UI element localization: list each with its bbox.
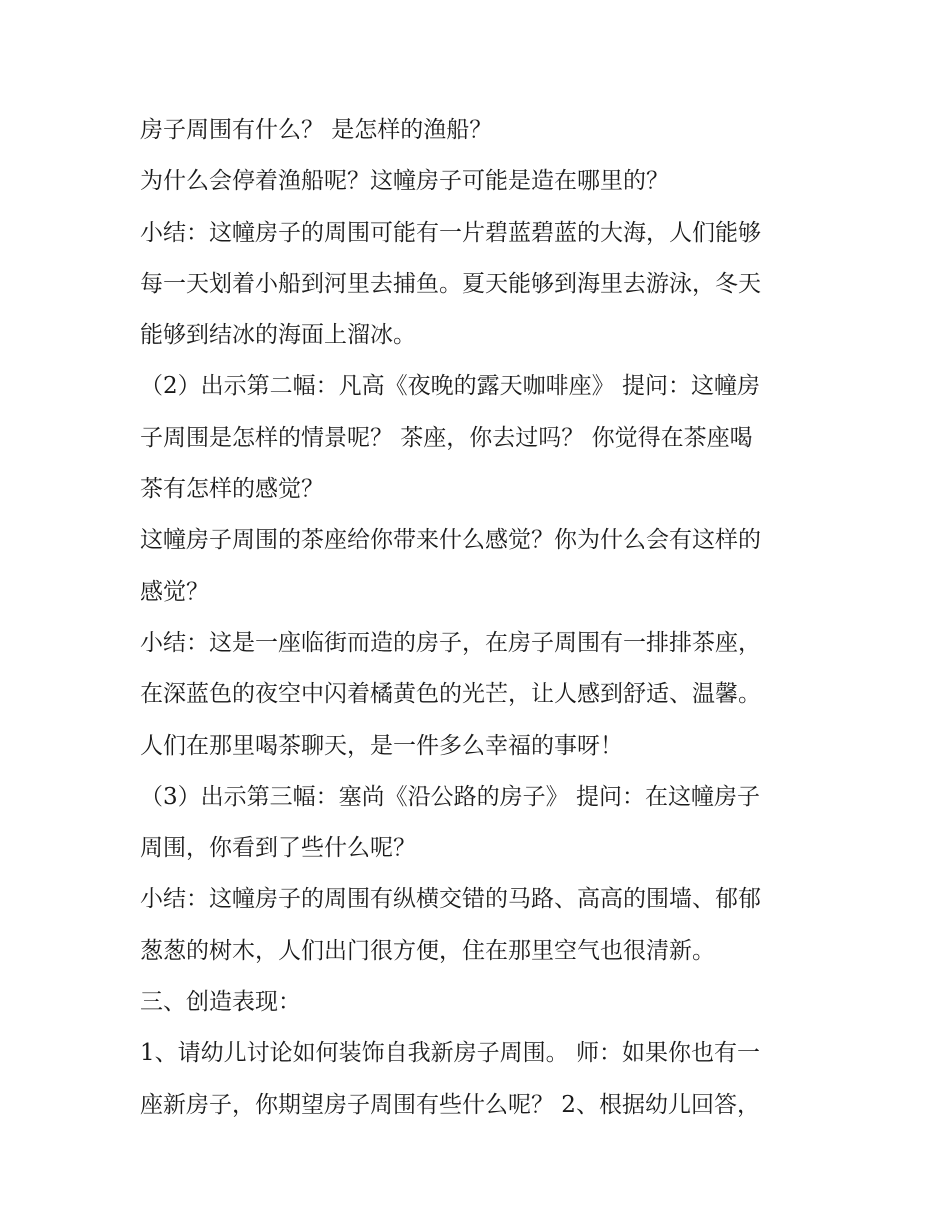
- text-line: 小结：这幢房子的周围有纵横交错的马路、高高的围墙、郁郁: [140, 886, 761, 913]
- text-line: 1、请幼儿讨论如何装饰自我新房子周围。 师：如果你也有一: [140, 1040, 760, 1067]
- text-line: 三、创造表现：: [140, 989, 301, 1016]
- text-line: （2）出示第二幅：凡高《夜晚的露天咖啡座》 提问：这幢房: [140, 373, 760, 400]
- text-line: （3）出示第三幅：塞尚《沿公路的房子》 提问：在这幢房子: [140, 783, 760, 810]
- text-line: 人们在那里喝茶聊天，是一件多么幸福的事呀！: [140, 732, 623, 759]
- document-body: [140, 108, 820, 1134]
- text-line: 座新房子，你期望房子周围有些什么呢？ 2、根据幼儿回答，: [140, 1091, 760, 1118]
- text-line: 感觉？: [140, 578, 209, 605]
- text-line: 房子周围有什么？ 是怎样的渔船？: [140, 117, 493, 143]
- text-line: 为什么会停着渔船呢？这幢房子可能是造在哪里的？: [140, 168, 669, 195]
- text-line: 小结：这幢房子的周围可能有一片碧蓝碧蓝的大海，人们能够: [140, 219, 761, 246]
- text-line: 小结：这是一座临街而造的房子，在房子周围有一排排茶座，: [140, 629, 761, 656]
- text-line: 能够到结冰的海面上溜冰。: [140, 322, 416, 349]
- text-line: 子周围是怎样的情景呢？ 茶座，你去过吗？ 你觉得在茶座喝: [140, 424, 753, 451]
- text-line: 每一天划着小船到河里去捕鱼。夏天能够到海里去游泳，冬天: [140, 270, 761, 297]
- text-line: 在深蓝色的夜空中闪着橘黄色的光芒，让人感到舒适、温馨。: [140, 681, 761, 708]
- text-line: 周围，你看到了些什么呢？: [140, 835, 416, 862]
- text-line: 葱葱的树木，人们出门很方便，住在那里空气也很清新。: [140, 937, 715, 964]
- text-line: 茶有怎样的感觉？: [140, 476, 324, 503]
- text-line: 这幢房子周围的茶座给你带来什么感觉？你为什么会有这样的: [140, 527, 761, 554]
